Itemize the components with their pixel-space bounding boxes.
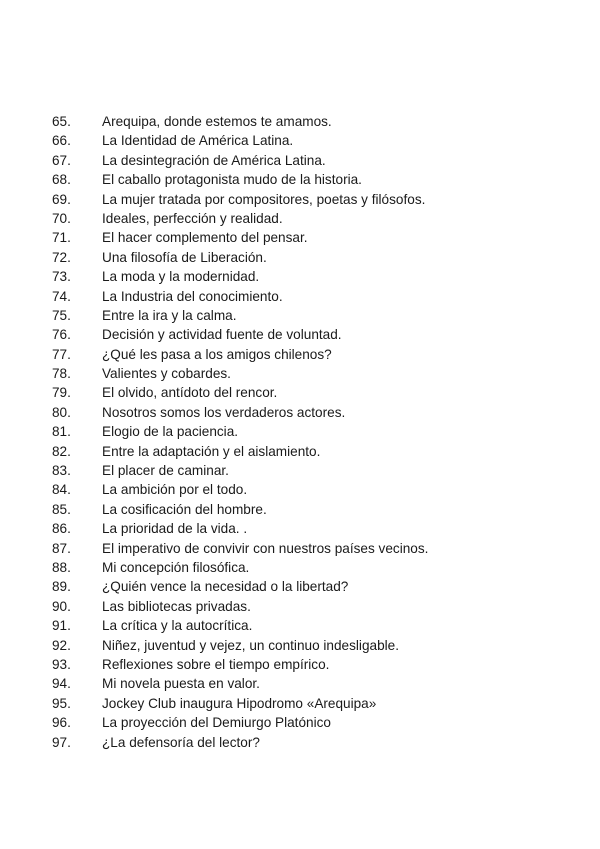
item-number: 80. <box>52 404 71 420</box>
list-item <box>52 461 428 480</box>
list-item <box>52 325 428 344</box>
item-title: El hacer complemento del pensar. <box>102 230 308 246</box>
list-item <box>52 228 428 247</box>
item-title: Las bibliotecas privadas. <box>102 598 251 614</box>
item-title: ¿Qué les pasa a los amigos chilenos? <box>102 346 332 362</box>
list-item <box>52 131 428 150</box>
list-item <box>52 519 428 538</box>
list-item <box>52 170 428 189</box>
list-item <box>52 383 428 402</box>
item-number: 68. <box>52 172 71 188</box>
item-number: 66. <box>52 133 71 149</box>
list-item <box>52 403 428 422</box>
item-number: 82. <box>52 443 71 459</box>
item-number: 78. <box>52 366 71 382</box>
item-number: 71. <box>52 230 71 246</box>
item-number: 77. <box>52 346 71 362</box>
list-item <box>52 364 428 383</box>
numbered-title-list <box>52 112 428 752</box>
item-title: La mujer tratada por compositores, poetas y filósofos. <box>102 191 426 207</box>
list-item <box>52 190 428 209</box>
list-item <box>52 480 428 499</box>
list-item <box>52 733 428 752</box>
item-number: 90. <box>52 598 71 614</box>
item-number: 96. <box>52 715 71 731</box>
list-item <box>52 267 428 286</box>
item-number: 65. <box>52 114 71 129</box>
item-number: 87. <box>52 540 71 556</box>
list-item <box>52 500 428 519</box>
item-number: 76. <box>52 327 71 343</box>
list-item <box>52 345 428 364</box>
item-number: 88. <box>52 559 71 575</box>
list-item <box>52 655 428 674</box>
list-item <box>52 694 428 713</box>
list-item <box>52 558 428 577</box>
item-title: Valientes y cobardes. <box>102 366 231 382</box>
item-title: La desintegración de América Latina. <box>102 152 326 168</box>
item-number: 95. <box>52 695 71 711</box>
item-title: El placer de caminar. <box>102 463 229 479</box>
list-item <box>52 674 428 693</box>
item-title: Jockey Club inaugura Hipodromo «Arequipa» <box>102 695 377 711</box>
list-item <box>52 597 428 616</box>
item-title: Decisión y actividad fuente de voluntad. <box>102 327 342 343</box>
item-title: Una filosofía de Liberación. <box>102 249 267 265</box>
list-item <box>52 616 428 635</box>
item-title: El olvido, antídoto del rencor. <box>102 385 278 401</box>
list-item <box>52 713 428 732</box>
item-number: 67. <box>52 152 71 168</box>
list-item <box>52 151 428 170</box>
list-item <box>52 539 428 558</box>
item-title: La proyección del Demiurgo Platónico <box>102 715 331 731</box>
item-number: 81. <box>52 424 71 440</box>
item-title: Niñez, juventud y vejez, un continuo indesligable. <box>102 637 399 653</box>
item-number: 74. <box>52 288 71 304</box>
list-item <box>52 577 428 596</box>
item-title: La ambición por el todo. <box>102 482 248 498</box>
item-title: La moda y la modernidad. <box>102 269 260 285</box>
list-item <box>52 248 428 267</box>
list-item <box>52 636 428 655</box>
item-title: La Industria del conocimiento. <box>102 288 283 304</box>
item-title: Nosotros somos los verdaderos actores. <box>102 404 346 420</box>
item-number: 94. <box>52 676 71 692</box>
item-title: El caballo protagonista mudo de la historia. <box>102 172 362 188</box>
item-title: Reflexiones sobre el tiempo empírico. <box>102 656 330 672</box>
item-number: 83. <box>52 463 71 479</box>
item-number: 92. <box>52 637 71 653</box>
item-title: Entre la adaptación y el aislamiento. <box>102 443 321 459</box>
item-title: ¿La defensoría del lector? <box>102 734 260 750</box>
item-title: ¿Quién vence la necesidad o la libertad? <box>102 579 349 595</box>
item-title: Mi novela puesta en valor. <box>102 676 260 692</box>
item-number: 85. <box>52 501 71 517</box>
item-number: 93. <box>52 656 71 672</box>
item-number: 69. <box>52 191 71 207</box>
item-title: Ideales, perfección y realidad. <box>102 210 283 226</box>
item-number: 73. <box>52 269 71 285</box>
item-number: 72. <box>52 249 71 265</box>
list-item <box>52 287 428 306</box>
item-title: La crítica y la autocrítica. <box>102 618 253 634</box>
item-number: 89. <box>52 579 71 595</box>
item-number: 84. <box>52 482 71 498</box>
list-item <box>52 422 428 441</box>
list-item <box>52 306 428 325</box>
list-item <box>52 209 428 228</box>
item-number: 86. <box>52 521 71 537</box>
item-number: 97. <box>52 734 71 750</box>
list-item <box>52 112 428 131</box>
item-title: Mi concepción filosófica. <box>102 559 250 575</box>
item-title: Elogio de la paciencia. <box>102 424 239 440</box>
item-number: 79. <box>52 385 71 401</box>
item-title: La prioridad de la vida. . <box>102 521 248 537</box>
item-number: 75. <box>52 307 71 323</box>
item-title: Arequipa, donde estemos te amamos. <box>102 114 332 129</box>
list-item <box>52 442 428 461</box>
item-title: La Identidad de América Latina. <box>102 133 294 149</box>
item-title: El imperativo de convivir con nuestros países vecinos. <box>102 540 429 556</box>
item-title: La cosificación del hombre. <box>102 501 267 517</box>
item-number: 91. <box>52 618 71 634</box>
item-title: Entre la ira y la calma. <box>102 307 237 323</box>
item-number: 70. <box>52 210 71 226</box>
